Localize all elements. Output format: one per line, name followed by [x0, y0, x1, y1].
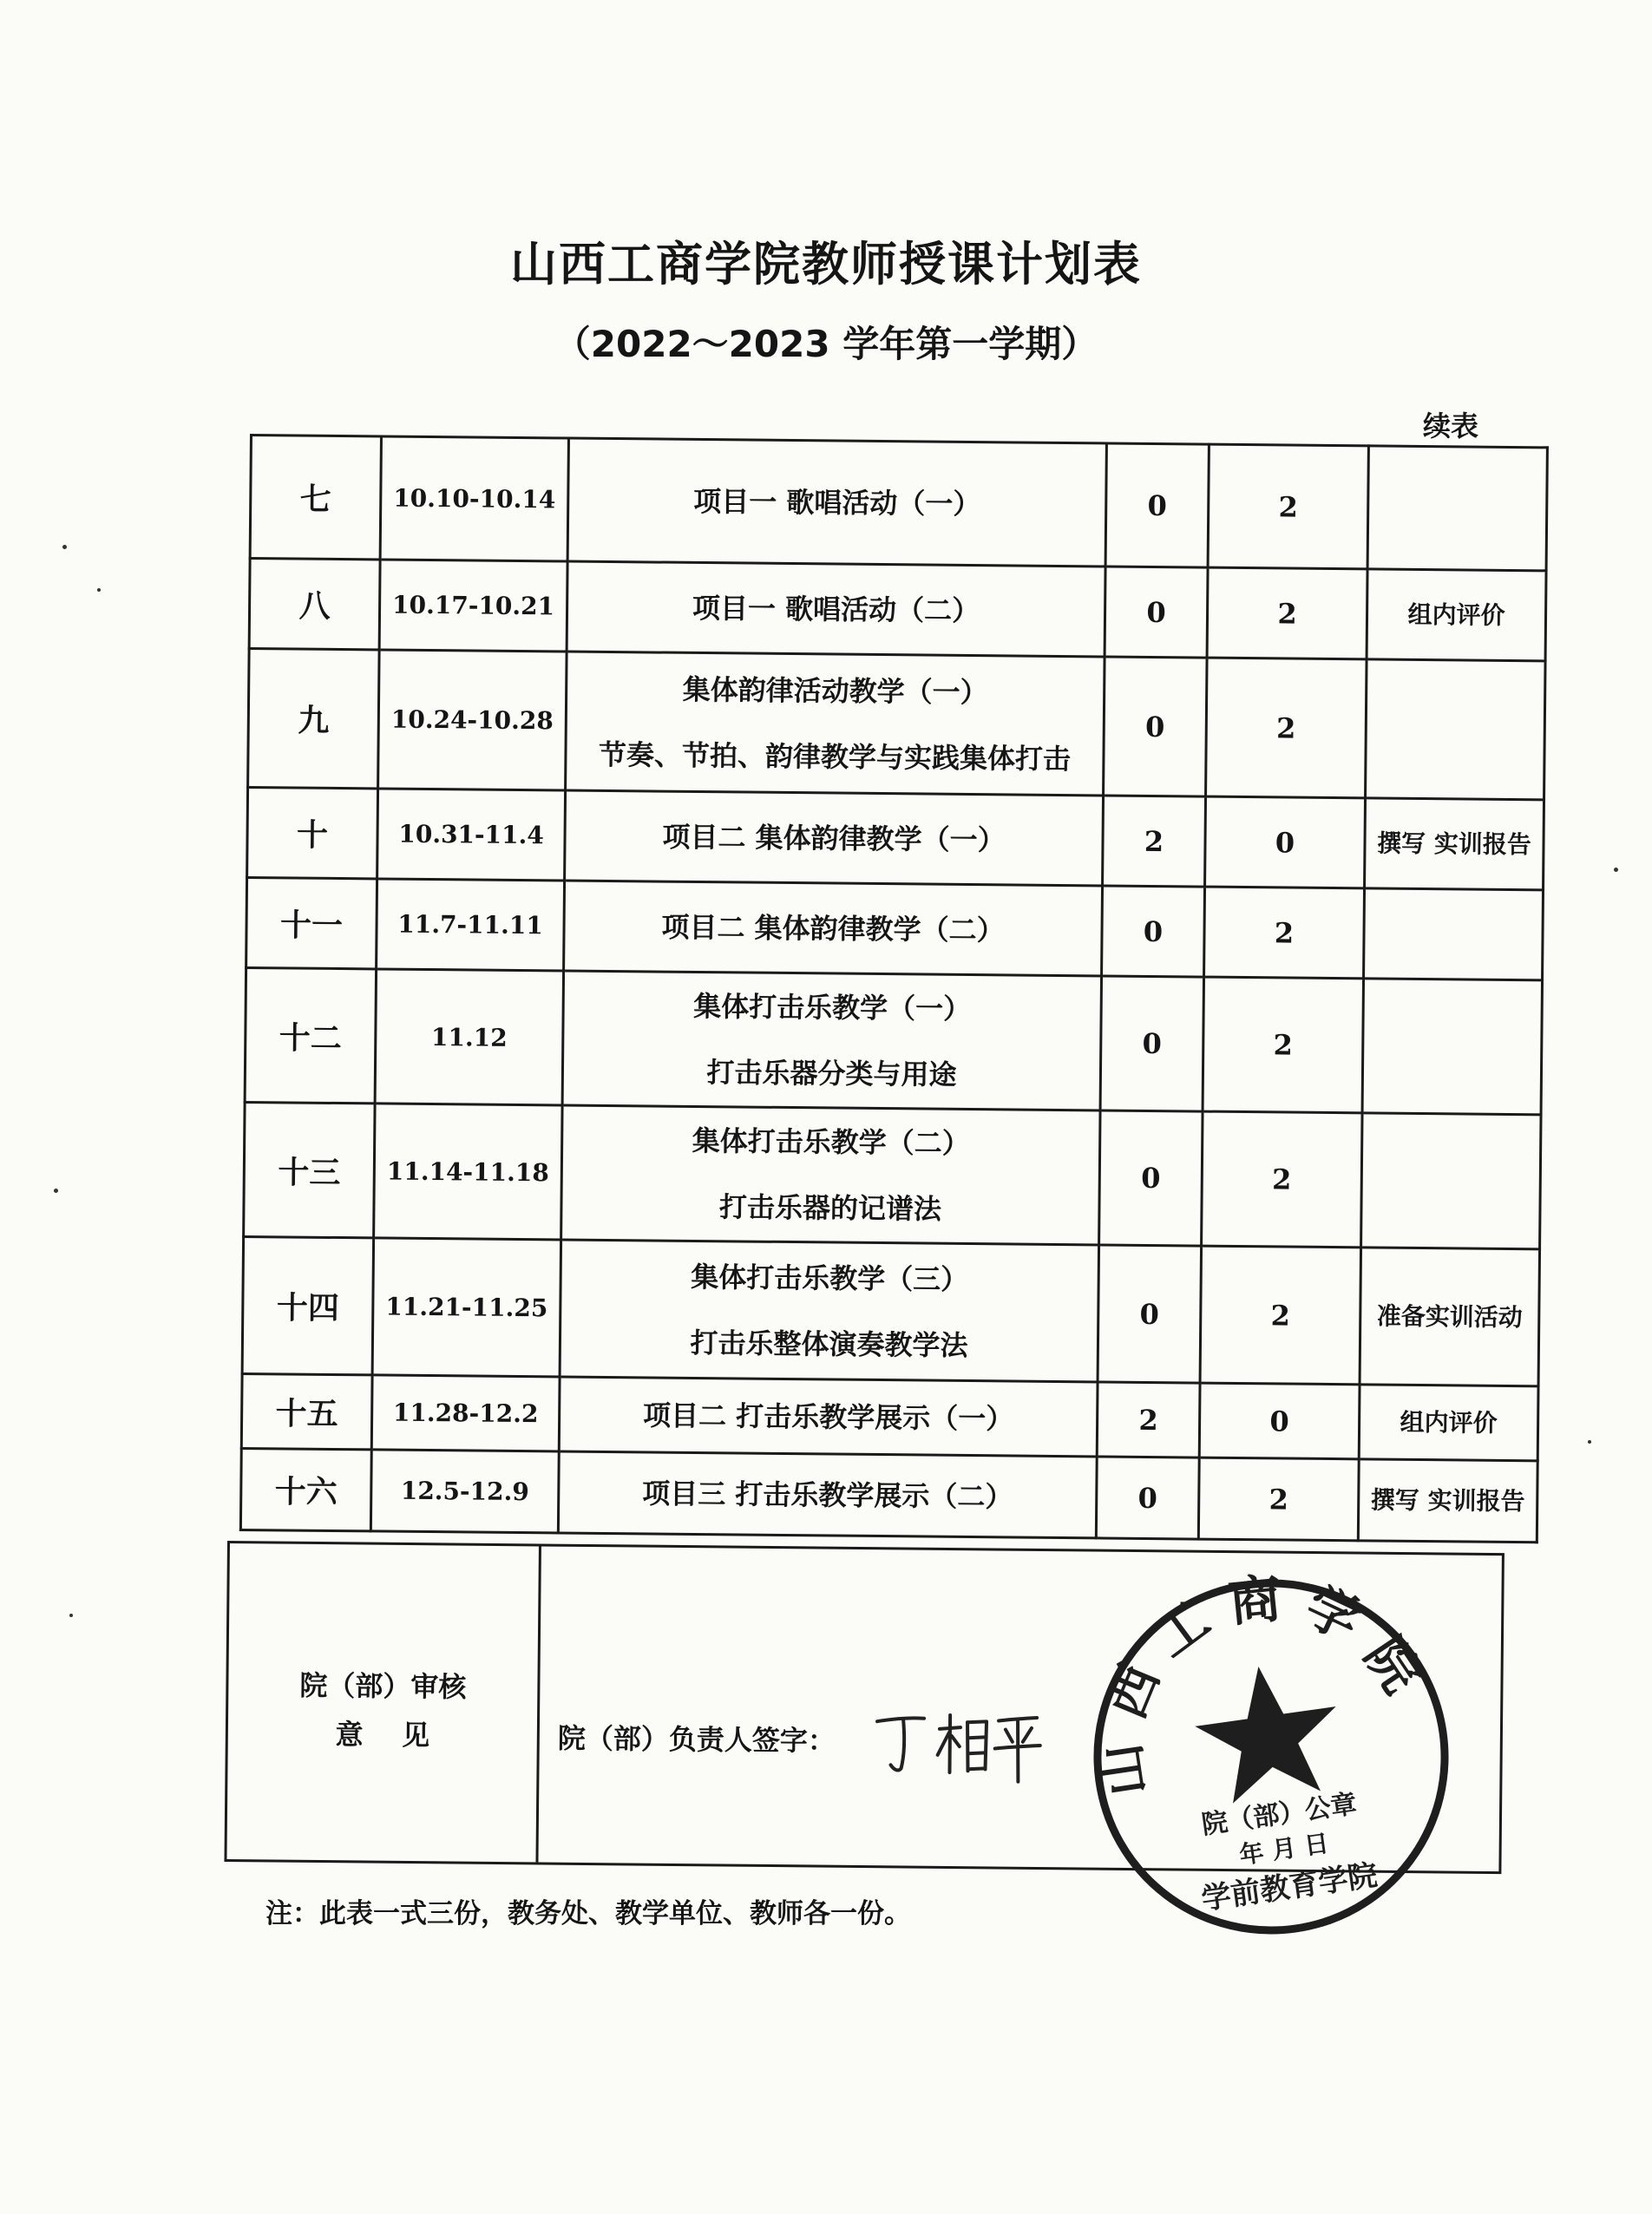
note-cell: 撰写 实训报告 [1358, 1459, 1537, 1543]
continued-label: 续表 [1423, 409, 1479, 442]
dates-cell: 11.12 [375, 969, 563, 1105]
week-cell: 七 [250, 436, 381, 560]
dates-cell: 11.21-11.25 [372, 1238, 561, 1377]
table-row [242, 1236, 1539, 1385]
dates-cell: 11.7-11.11 [377, 879, 565, 971]
svg-text:学前教育学院: 学前教育学院 [1199, 1857, 1380, 1917]
svg-text:年 月 日: 年 月 日 [1237, 1828, 1331, 1870]
theory-hours-cell: 0 [1098, 1245, 1202, 1383]
dates-cell: 10.24-10.28 [378, 650, 567, 790]
scan-speck [54, 1189, 58, 1193]
content-line: 集体打击乐教学（三） [691, 1260, 969, 1296]
table-row [247, 787, 1544, 889]
svg-text:院（部）公章: 院（部）公章 [1199, 1788, 1359, 1841]
approval-label-line2: 意 见 [335, 1718, 430, 1752]
content-line: 节奏、节拍、韵律教学与实践集体打击 [598, 737, 1072, 776]
theory-hours-cell: 0 [1104, 657, 1208, 796]
content-line: 集体韵律活动教学（一） [682, 672, 988, 709]
theory-hours-cell: 0 [1100, 976, 1203, 1111]
week-cell: 十六 [240, 1448, 371, 1530]
content-line: 集体打击乐教学（二） [692, 1123, 970, 1161]
table-row [248, 649, 1545, 800]
page-title: 山西工商学院教师授课计划表 [510, 237, 1142, 291]
practice-hours-cell: 2 [1208, 444, 1368, 569]
content-cell [566, 652, 1105, 796]
theory-hours-cell: 2 [1103, 796, 1206, 887]
footnote: 注：此表一式三份，教务处、教学单位、教师各一份。 [266, 1898, 911, 1929]
week-cell: 八 [249, 559, 380, 650]
practice-hours-cell: 2 [1206, 658, 1367, 798]
dates-cell: 12.5-12.9 [370, 1450, 559, 1533]
content-line: 项目二 集体韵律教学（二） [661, 910, 1005, 947]
dates-cell: 10.10-10.14 [380, 436, 568, 561]
content-cell [558, 1451, 1097, 1538]
content-cell [564, 881, 1103, 976]
teaching-plan-table [239, 434, 1549, 1543]
content-cell [567, 438, 1106, 567]
theory-hours-cell: 2 [1097, 1382, 1200, 1457]
week-cell: 十四 [242, 1236, 374, 1374]
note-cell [1364, 888, 1544, 980]
dates-cell: 10.17-10.21 [379, 560, 567, 652]
scan-speck [1614, 868, 1618, 872]
scan-speck [97, 588, 101, 592]
theory-hours-cell: 0 [1105, 567, 1208, 658]
note-cell [1361, 1113, 1541, 1249]
practice-hours-cell: 2 [1207, 567, 1367, 659]
note-cell: 准备实训活动 [1360, 1248, 1540, 1386]
dates-cell: 11.28-12.2 [371, 1375, 560, 1451]
content-line: 项目三 打击乐教学展示（二） [642, 1476, 1013, 1513]
table-row [244, 1102, 1541, 1248]
content-cell [560, 1240, 1098, 1382]
table-row [246, 877, 1544, 979]
theory-hours-cell: 0 [1096, 1457, 1199, 1539]
semester-subtitle: （2022～2023 学年第一学期） [554, 323, 1098, 365]
content-line: 打击乐整体演奏教学法 [690, 1326, 968, 1362]
practice-hours-cell: 2 [1203, 977, 1363, 1113]
scan-speck [1588, 1440, 1591, 1444]
dates-cell: 10.31-11.4 [377, 789, 566, 881]
content-cell [562, 971, 1101, 1110]
week-cell: 九 [248, 649, 380, 789]
content-line: 集体打击乐教学（一） [692, 989, 972, 1026]
week-cell: 十二 [245, 967, 376, 1103]
note-cell [1362, 979, 1542, 1115]
content-line: 打击乐器的记谱法 [718, 1190, 942, 1226]
content-cell [561, 1105, 1100, 1245]
approval-label [228, 1660, 538, 1760]
table-row [250, 436, 1547, 571]
theory-hours-cell: 0 [1105, 443, 1209, 567]
content-line: 项目二 打击乐教学展示（一） [642, 1398, 1014, 1436]
content-line: 打击乐器分类与用途 [706, 1056, 957, 1091]
week-cell: 十 [247, 787, 378, 878]
svg-text:山 西 工 商 学 院: 山 西 工 商 学 院 [1090, 1570, 1432, 1800]
theory-hours-cell: 0 [1102, 886, 1205, 977]
scan-speck [62, 545, 67, 549]
dates-cell: 11.14-11.18 [374, 1104, 562, 1240]
practice-hours-cell: 2 [1200, 1246, 1361, 1385]
week-cell: 十三 [244, 1102, 375, 1237]
scan-speck [69, 1614, 73, 1617]
theory-hours-cell: 0 [1099, 1110, 1203, 1246]
note-cell: 撰写 实训报告 [1365, 798, 1544, 890]
practice-hours-cell: 2 [1204, 887, 1365, 979]
table-row [249, 559, 1546, 661]
note-cell: 组内评价 [1367, 569, 1546, 661]
practice-hours-cell: 2 [1198, 1457, 1359, 1541]
content-line: 项目一 歌唱活动（二） [692, 591, 980, 627]
practice-hours-cell: 2 [1202, 1111, 1362, 1248]
content-cell [565, 790, 1104, 886]
content-cell [567, 561, 1105, 657]
week-cell: 十一 [246, 877, 377, 968]
practice-hours-cell: 0 [1199, 1383, 1360, 1459]
table-row [240, 1448, 1537, 1542]
content-cell [559, 1377, 1098, 1457]
note-cell [1367, 446, 1547, 571]
content-line: 项目一 歌唱活动（一） [693, 484, 981, 521]
note-cell [1366, 659, 1546, 800]
approval-label-line1: 院（部）审核 [299, 1668, 467, 1704]
handwritten-signature [869, 1704, 1044, 1787]
week-cell: 十五 [241, 1373, 372, 1449]
signature-label: 院（部）负责人签字： [557, 1721, 836, 1758]
content-line: 项目二 集体韵律教学（一） [662, 820, 1006, 856]
practice-hours-cell: 0 [1205, 796, 1366, 888]
note-cell: 组内评价 [1359, 1385, 1538, 1461]
table-row [241, 1373, 1538, 1460]
official-seal [1085, 1570, 1458, 1943]
table-row [245, 967, 1542, 1114]
